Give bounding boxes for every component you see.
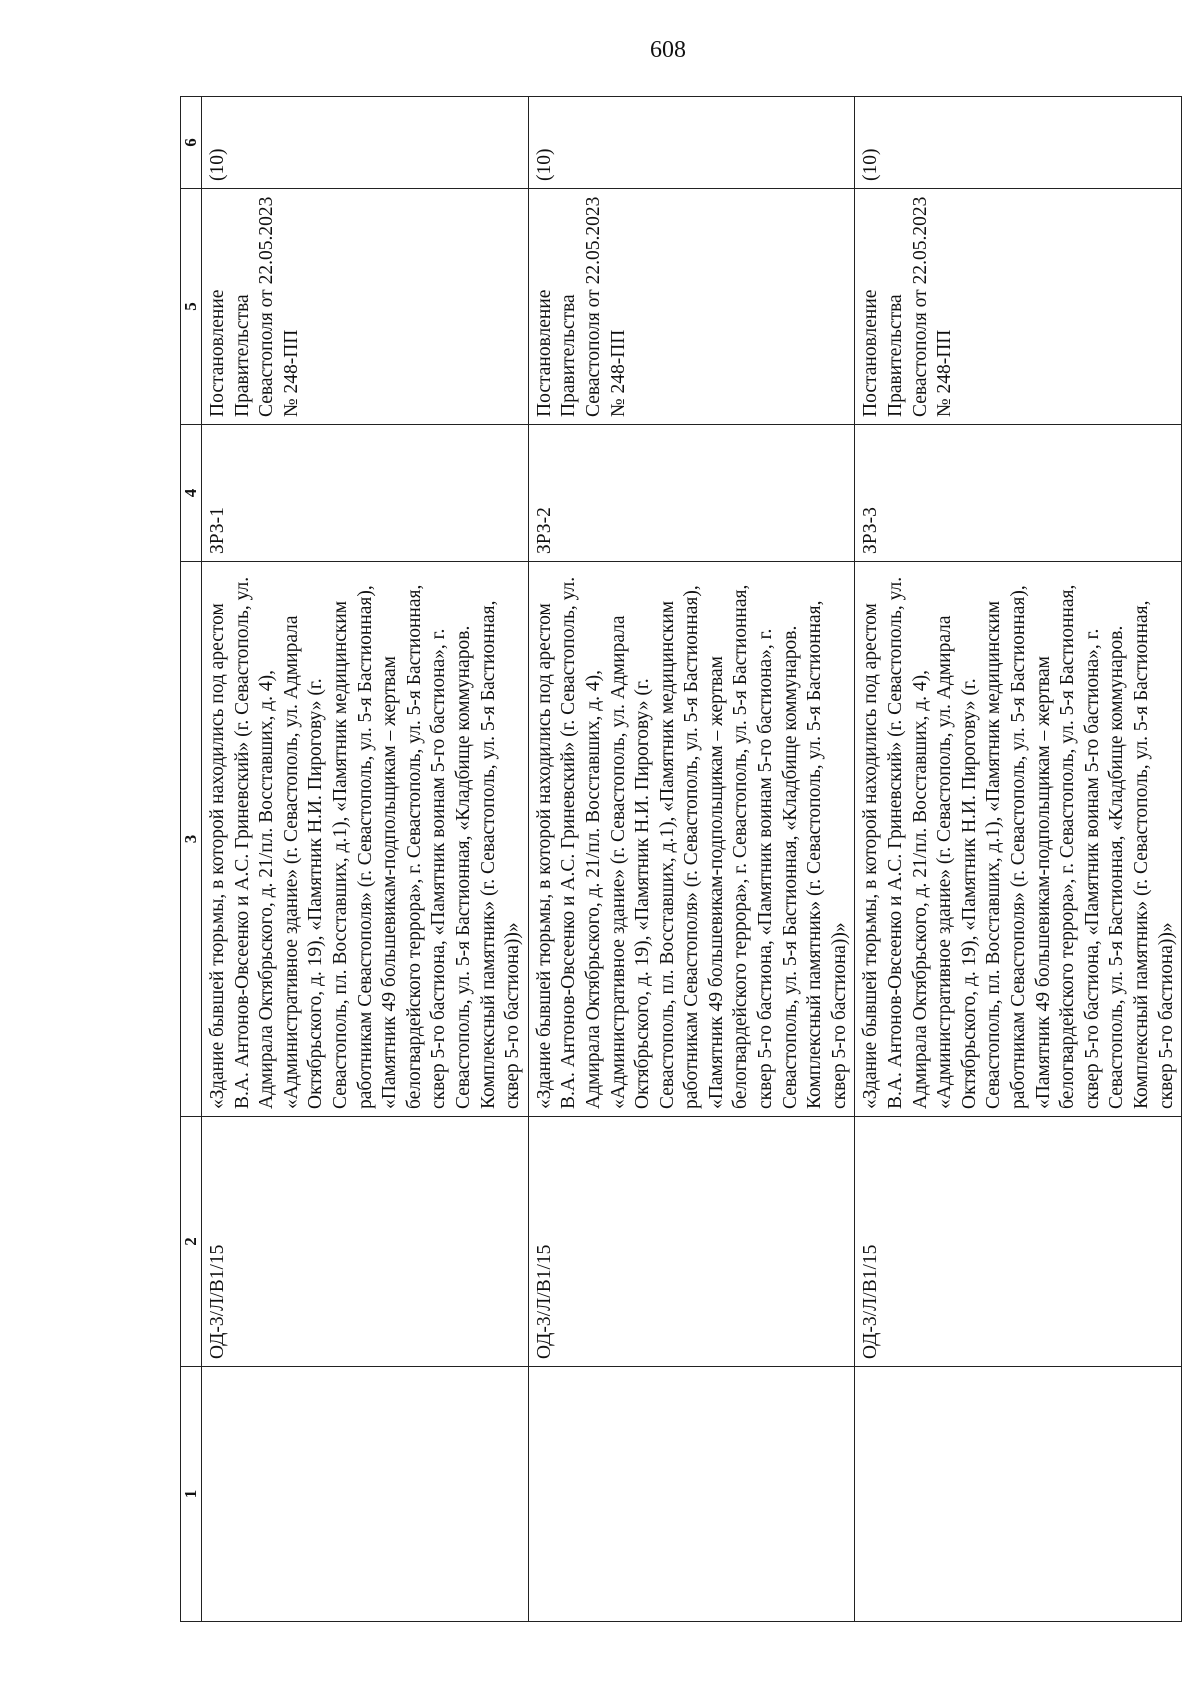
header-col-6: 6 bbox=[181, 97, 202, 189]
header-col-5: 5 bbox=[181, 189, 202, 425]
table-row bbox=[528, 97, 855, 1622]
header-col-3: 3 bbox=[181, 562, 202, 1117]
cell-object-code: ОД-3/Л/В1/15 bbox=[855, 1117, 1182, 1367]
cell-reference: (10) bbox=[528, 97, 855, 189]
table-row bbox=[855, 97, 1182, 1622]
cell-object-code: ОД-3/Л/В1/15 bbox=[528, 1117, 855, 1367]
table-row bbox=[202, 97, 529, 1622]
table-header-row bbox=[181, 97, 202, 1622]
cell-object-description: «Здание бывшей тюрьмы, в которой находились под арестом В.А. Антонов-Овсеенко и А.С. Гриневский» (г. Севастополь, ул. Адмирала Октябрьского, д. 21/пл. Восставших, д. 4), «Административное здание» (г. Севастополь, ул. Адмирала Октябрьского, д. 19), «Памятник Н.И. Пирогову» (г. Севастополь, пл. Восставших, д.1), «Памятник медицинским работникам Севастополя» (г. Севастополь, ул. 5-я Бастионная), «Памятник 49 большевикам-подпольщикам – жертвам белогвардейского террора», г. Севастополь, ул. 5-я Бастионная, сквер 5-го бастиона, «Памятник воинам 5-го бастиона», г. Севастополь, ул. 5-я Бастионная, «Кладбище коммунаров. Комплексный памятник» (г. Севастополь, ул. 5-я Бастионная, сквер 5-го бастиона))» bbox=[202, 562, 529, 1117]
cell-col-1 bbox=[528, 1367, 855, 1622]
cell-object-description: «Здание бывшей тюрьмы, в которой находились под арестом В.А. Антонов-Овсеенко и А.С. Гриневский» (г. Севастополь, ул. Адмирала Октябрьского, д. 21/пл. Восставших, д. 4), «Административное здание» (г. Севастополь, ул. Адмирала Октябрьского, д. 19), «Памятник Н.И. Пирогову» (г. Севастополь, пл. Восставших, д.1), «Памятник медицинским работникам Севастополя» (г. Севастополь, ул. 5-я Бастионная), «Памятник 49 большевикам-подпольщикам – жертвам белогвардейского террора», г. Севастополь, ул. 5-я Бастионная, сквер 5-го бастиона, «Памятник воинам 5-го бастиона», г. Севастополь, ул. 5-я Бастионная, «Кладбище коммунаров. Комплексный памятник» (г. Севастополь, ул. 5-я Бастионная, сквер 5-го бастиона))» bbox=[855, 562, 1182, 1117]
cell-reference: (10) bbox=[202, 97, 529, 189]
cell-zone-code: ЗРЗ-3 bbox=[855, 425, 1182, 562]
cell-reference: (10) bbox=[855, 97, 1182, 189]
cell-legal-act: Постановление Правительства Севастополя от 22.05.2023 № 248-ПП bbox=[528, 189, 855, 425]
header-col-1: 1 bbox=[181, 1367, 202, 1622]
cell-zone-code: ЗРЗ-2 bbox=[528, 425, 855, 562]
register-table bbox=[180, 96, 1182, 1622]
page-number: 608 bbox=[650, 37, 686, 63]
rotated-table-container bbox=[180, 97, 1177, 1622]
cell-object-code: ОД-3/Л/В1/15 bbox=[202, 1117, 529, 1367]
cell-legal-act: Постановление Правительства Севастополя от 22.05.2023 № 248-ПП bbox=[202, 189, 529, 425]
header-col-2: 2 bbox=[181, 1117, 202, 1367]
cell-zone-code: ЗРЗ-1 bbox=[202, 425, 529, 562]
header-col-4: 4 bbox=[181, 425, 202, 562]
cell-col-1 bbox=[855, 1367, 1182, 1622]
cell-col-1 bbox=[202, 1367, 529, 1622]
cell-object-description: «Здание бывшей тюрьмы, в которой находились под арестом В.А. Антонов-Овсеенко и А.С. Гриневский» (г. Севастополь, ул. Адмирала Октябрьского, д. 21/пл. Восставших, д. 4), «Административное здание» (г. Севастополь, ул. Адмирала Октябрьского, д. 19), «Памятник Н.И. Пирогову» (г. Севастополь, пл. Восставших, д.1), «Памятник медицинским работникам Севастополя» (г. Севастополь, ул. 5-я Бастионная), «Памятник 49 большевикам-подпольщикам – жертвам белогвардейского террора», г. Севастополь, ул. 5-я Бастионная, сквер 5-го бастиона, «Памятник воинам 5-го бастиона», г. Севастополь, ул. 5-я Бастионная, «Кладбище коммунаров. Комплексный памятник» (г. Севастополь, ул. 5-я Бастионная, сквер 5-го бастиона))» bbox=[528, 562, 855, 1117]
cell-legal-act: Постановление Правительства Севастополя от 22.05.2023 № 248-ПП bbox=[855, 189, 1182, 425]
